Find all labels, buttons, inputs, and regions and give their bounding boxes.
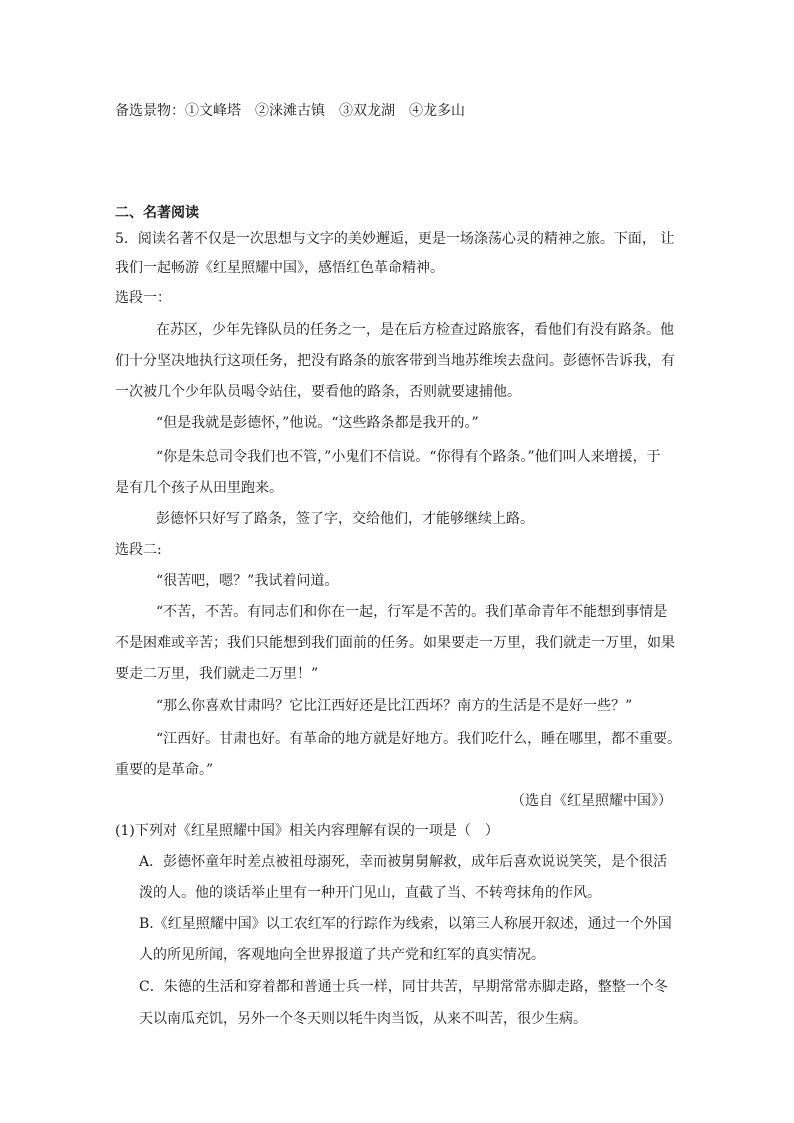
passage-2-line: 重要的是革命。” <box>115 762 214 778</box>
passage-1-label: 选段一： <box>115 290 171 306</box>
question-5-intro-line-2: 我们一起畅游《红星照耀中国》，感悟红色革命精神。 <box>115 260 444 276</box>
question-1-stem: (1)下列对《红星照耀中国》相关内容理解有误的一项是（ ） <box>115 823 499 839</box>
passage-1-line: 在苏区，少年先锋队员的任务之一，是在后方检查过路旅客，看他们有没有路条。他 <box>156 322 674 338</box>
passage-2-line: “江西好。甘肃也好。有革命的地方就是好地方。我们吃什么，睡在哪里，都不重要。 <box>156 731 682 747</box>
section-heading: 二、名著阅读 <box>115 205 199 221</box>
passage-1-line: 们十分坚决地执行这项任务，把没有路条的旅客带到当地苏维埃去盘问。彭德怀告诉我，有 <box>115 353 675 369</box>
passage-source: （选自《红星照耀中国》） <box>511 793 672 809</box>
passage-2-line: 不是困难或辛苦；我们只能想到我们面前的任务。如果要走一万里，我们就走一万里，如果 <box>115 635 675 651</box>
passage-1-line: 一次被几个少年队员喝令站住，要看他的路条，否则就要逮捕他。 <box>115 384 521 400</box>
option-a-line-2: 泼的人。他的谈话举止里有一种开门见山，直截了当、不转弯抹角的作风。 <box>139 885 601 901</box>
passage-1-line: 是有几个孩子从田里跑来。 <box>115 480 283 496</box>
option-c-line-2: 天以南瓜充饥，另外一个冬天则以牦牛肉当饭，从来不叫苦，很少生病。 <box>139 1011 587 1027</box>
question-5-intro-line-1: 5．阅读名著不仅是一次思想与文字的美妙邂逅，更是一场涤荡心灵的精神之旅。下面， 让 <box>115 231 675 247</box>
scenic-options-line: 备选景物：①文峰塔 ②涞滩古镇 ③双龙湖 ④龙多山 <box>115 103 465 119</box>
passage-2-line: 要走二万里，我们就走二万里！” <box>115 666 319 682</box>
option-b-line-2: 人的所见所闻，客观地向全世界报道了共产党和红军的真实情况。 <box>139 947 545 963</box>
passage-2-line: “不苦，不苦。有同志们和你在一起，行军是不苦的。我们革命青年不能想到事情是 <box>156 604 668 620</box>
passage-2-label: 选段二: <box>115 542 162 558</box>
passage-2-line: “很苦吧，嗯？”我试着问道。 <box>156 573 339 589</box>
option-b-line-1: B.《红星照耀中国》以工农红军的行踪作为线索，以第三人称展开叙述，通过一个外国 <box>139 916 672 932</box>
passage-1-line: 彭德怀只好写了路条，签了字，交给他们，才能够继续上路。 <box>156 511 534 527</box>
passage-1-line: “你是朱总司令我们也不管，”小鬼们不信说。“你得有个路条。”他们叫人来增援，于 <box>156 449 661 465</box>
option-a-line-1: A．彭德怀童年时差点被祖母溺死，幸而被舅舅解救，成年后喜欢说说笑笑，是个很活 <box>139 854 668 870</box>
option-c-line-1: C．朱德的生活和穿着都和普通士兵一样，同甘共苦，早期常常赤脚走路，整整一个冬 <box>139 979 668 995</box>
passage-2-line: “那么你喜欢甘肃吗？它比江西好还是比江西坏？南方的生活是不是好一些？” <box>156 698 633 714</box>
passage-1-line: “但是我就是彭德怀，”他说。“这些路条都是我开的。” <box>156 415 479 431</box>
